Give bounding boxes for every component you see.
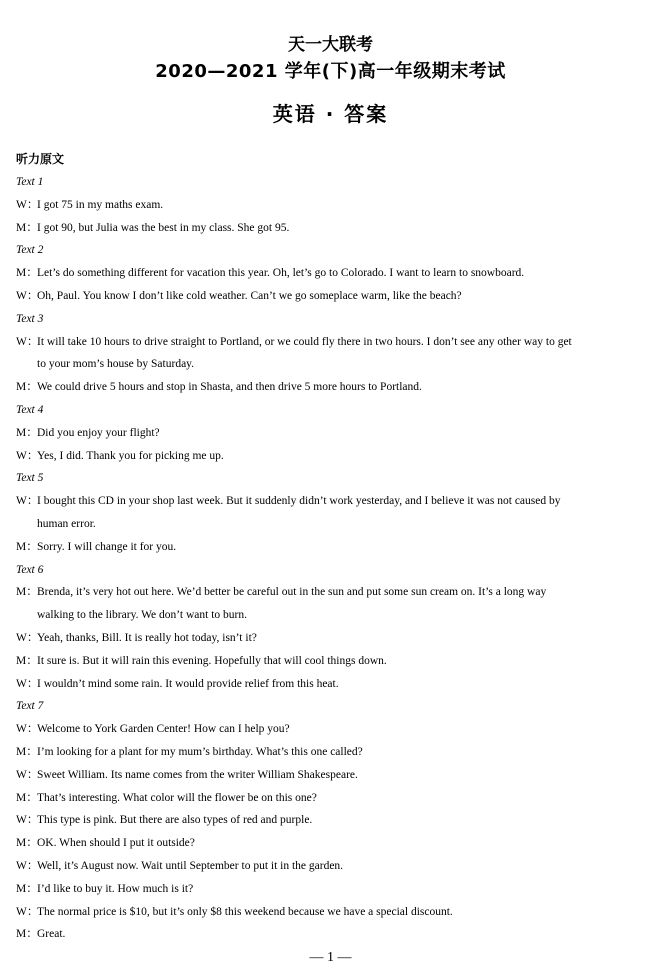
text-label [16, 239, 648, 262]
speaker: W： [16, 335, 39, 348]
text-label [16, 559, 648, 582]
dialog-line [16, 741, 648, 764]
dialog-line [16, 764, 648, 787]
subject-title: 英语 · 答案 [272, 102, 389, 126]
dialog-line [16, 650, 648, 673]
speaker: W： [16, 768, 39, 781]
dialog-line [16, 809, 648, 832]
speaker: M： [16, 745, 38, 758]
text-label [16, 308, 648, 331]
dialog-line [16, 878, 648, 901]
dialog-text: Let’s do something different for vacation this year. Oh, let’s go to Colorado. I want to learn to snowboard. [37, 267, 525, 280]
dialog-text: to your mom’s house by Saturday. [37, 358, 195, 371]
speaker: W： [16, 814, 39, 827]
text-label-text: Text 3 [16, 312, 44, 325]
text-label-text: Text 4 [16, 403, 44, 416]
dialog-text: I got 90, but Julia was the best in my class. She got 95. [37, 221, 290, 234]
dialog-text: We could drive 5 hours and stop in Shasta, and then drive 5 more hours to Portland. [37, 381, 422, 394]
speaker: W： [16, 677, 39, 690]
dialog-text: It will take 10 hours to drive straight to Portland, or we could fly there in two hours. I don’t see any other way to get [37, 335, 572, 348]
speaker: M： [16, 882, 38, 895]
dialog-line [16, 627, 648, 650]
dialog-line [16, 855, 648, 878]
text-label-text: Text 2 [16, 244, 44, 257]
dialog-continuation [16, 513, 648, 536]
speaker: M： [16, 381, 38, 394]
dialog-text: I’m looking for a plant for my mum’s birthday. What’s this one called? [37, 745, 363, 758]
speaker: M： [16, 928, 38, 941]
dialog-text: I got 75 in my maths exam. [37, 198, 164, 211]
dialog-line [16, 217, 648, 240]
transcript [16, 171, 648, 946]
speaker: M： [16, 267, 38, 280]
dialog-text: walking to the library. We don’t want to burn. [37, 609, 247, 622]
dialog-line [16, 901, 648, 924]
dialog-line [16, 422, 648, 445]
dialog-line [16, 718, 648, 741]
dialog-text: Sorry. I will change it for you. [37, 540, 177, 553]
dialog-line [16, 262, 648, 285]
dialog-line [16, 832, 648, 855]
text-label-text: Text 6 [16, 563, 44, 576]
dialog-text: Did you enjoy your flight? [37, 426, 160, 439]
speaker: W： [16, 631, 39, 644]
dialog-text: Yes, I did. Thank you for picking me up. [37, 449, 224, 462]
speaker: M： [16, 791, 38, 804]
dialog-text: It sure is. But it will rain this evening. Hopefully that will cool things down. [37, 654, 387, 667]
dialog-line [16, 445, 648, 468]
speaker: W： [16, 289, 39, 302]
dialog-text: Great. [37, 928, 66, 941]
speaker: M： [16, 426, 38, 439]
dialog-text: This type is pink. But there are also types of red and purple. [37, 814, 313, 827]
speaker: W： [16, 723, 39, 736]
text-label [16, 695, 648, 718]
dialog-text: Welcome to York Garden Center! How can I help you? [37, 723, 290, 736]
organizer-title: 天一大联考 [288, 35, 373, 55]
dialog-text: That’s interesting. What color will the flower be on this one? [37, 791, 317, 804]
dialog-text: Sweet William. Its name comes from the writer William Shakespeare. [37, 768, 358, 781]
dialog-continuation [16, 353, 648, 376]
dialog-text: Brenda, it’s very hot out here. We’d better be careful out in the sun and put some sun cream on. It’s a long way [37, 586, 547, 599]
dialog-text: Well, it’s August now. Wait until September to put it in the garden. [37, 859, 344, 872]
text-label-text: Text 5 [16, 472, 44, 485]
dialog-line [16, 923, 648, 946]
text-label [16, 467, 648, 490]
dialog-text: I wouldn’t mind some rain. It would provide relief from this heat. [37, 677, 339, 690]
dialog-line [16, 787, 648, 810]
speaker: W： [16, 198, 39, 211]
speaker: W： [16, 449, 39, 462]
dialog-line [16, 490, 648, 513]
dialog-text: human error. [37, 517, 96, 530]
dialog-line [16, 194, 648, 217]
dialog-text: Yeah, thanks, Bill. It is really hot today, isn’t it? [37, 631, 257, 644]
dialog-text: Oh, Paul. You know I don’t like cold weather. Can’t we go someplace warm, like the beach? [37, 289, 462, 302]
speaker: M： [16, 540, 38, 553]
page-number: — 1 — [309, 950, 352, 965]
dialog-text: I bought this CD in your shop last week. But it suddenly didn’t work yesterday, and I believe it was not caused by [37, 495, 561, 508]
dialog-text: OK. When should I put it outside? [37, 837, 195, 850]
speaker: W： [16, 905, 39, 918]
dialog-line [16, 331, 648, 354]
section-title: 听力原文 [16, 152, 65, 166]
speaker: M： [16, 586, 38, 599]
dialog-line [16, 581, 648, 604]
dialog-line [16, 536, 648, 559]
text-label-text: Text 7 [16, 700, 44, 713]
text-label [16, 171, 648, 194]
text-label [16, 399, 648, 422]
speaker: M： [16, 221, 38, 234]
dialog-line [16, 673, 648, 696]
dialog-text: The normal price is $10, but it’s only $8 this weekend because we have a special discount. [37, 905, 453, 918]
speaker: M： [16, 837, 38, 850]
speaker: W： [16, 495, 39, 508]
exam-title: 2020—2021 学年(下)高一年级期末考试 [155, 61, 506, 82]
dialog-line [16, 376, 648, 399]
speaker: W： [16, 859, 39, 872]
text-label-text: Text 1 [16, 176, 44, 188]
dialog-line [16, 285, 648, 308]
dialog-text: I’d like to buy it. How much is it? [37, 882, 194, 895]
dialog-continuation [16, 604, 648, 627]
speaker: M： [16, 654, 38, 667]
